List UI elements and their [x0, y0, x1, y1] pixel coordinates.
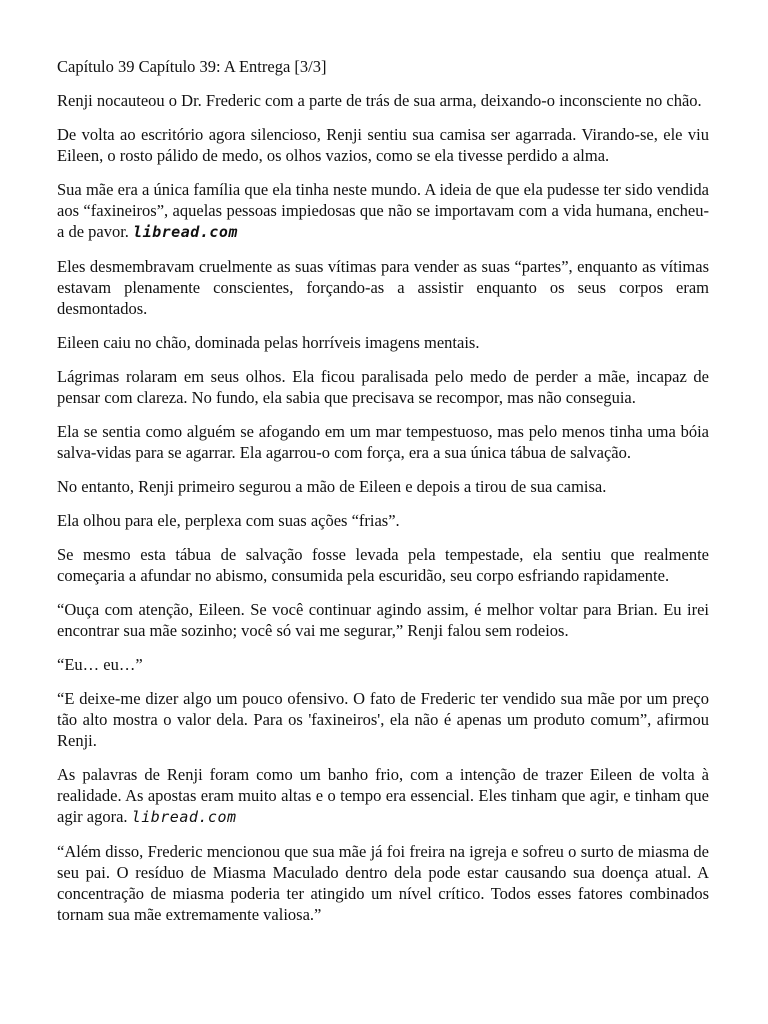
paragraph-11: “Ouça com atenção, Eileen. Se você continuar agindo assim, é melhor voltar para Brian. Eu irei encontrar sua mãe sozinho; você só vai me segurar,” Renji falou sem rodeios.: [57, 600, 709, 640]
paragraph-2: De volta ao escritório agora silencioso, Renji sentiu sua camisa ser agarrada. Virando-se, ele viu Eileen, o rosto pálido de medo, os olhos vazios, como se ela tivesse perdido a alma.: [57, 125, 709, 165]
paragraph-14-text: As palavras de Renji foram como um banho frio, com a intenção de trazer Eileen de volta à realidade. As apostas eram muito altas e o tempo era essencial. Eles tinham que agir, e tinham que agir agora.: [57, 765, 709, 826]
paragraph-3-text: Sua mãe era a única família que ela tinha neste mundo. A ideia de que ela pudesse ter sido vendida aos “faxineiros”, aquelas pessoas impiedosas que não se importavam com a vida humana, encheu-a de pavor.: [57, 180, 709, 241]
paragraph-4: Eles desmembravam cruelmente as suas vítimas para vender as suas “partes”, enquanto as vítimas estavam plenamente conscientes, forçando-as a assistir enquanto os seus corpos eram desmontados.: [57, 257, 709, 318]
paragraph-15: “Além disso, Frederic mencionou que sua mãe já foi freira na igreja e sofreu o surto de miasma de seu pai. O resíduo de Miasma Maculado dentro dela pode estar causando sua doença atual. A concentração de miasma poderia ter atingido um nível crítico. Todos esses fatores combinados tornam sua mãe extremamente valiosa.”: [57, 842, 709, 924]
paragraph-6: Lágrimas rolaram em seus olhos. Ela ficou paralisada pelo medo de perder a mãe, incapaz de pensar com clareza. No fundo, ela sabia que precisava se recompor, mas não conseguia.: [57, 367, 709, 407]
paragraph-13: “E deixe-me dizer algo um pouco ofensivo. O fato de Frederic ter vendido sua mãe por um preço tão alto mostra o valor dela. Para os 'faxineiros', ela não é apenas um produto comum”, afirmou Renji.: [57, 689, 709, 750]
paragraph-7: Ela se sentia como alguém se afogando em um mar tempestuoso, mas pelo menos tinha uma bóia salva-vidas para se agarrar. Ela agarrou-o com força, era a sua única tábua de salvação.: [57, 422, 709, 462]
paragraph-5: Eileen caiu no chão, dominada pelas horríveis imagens mentais.: [57, 333, 480, 352]
paragraph-12: “Eu… eu…”: [57, 655, 143, 674]
document-page: [57, 56, 709, 938]
paragraph-8: No entanto, Renji primeiro segurou a mão de Eileen e depois a tirou de sua camisa.: [57, 477, 607, 496]
paragraph-3: [57, 179, 709, 243]
chapter-title: Capítulo 39 Capítulo 39: A Entrega [3/3]: [57, 57, 327, 76]
watermark-libread-1: libread.com: [133, 223, 238, 241]
paragraph-14: [57, 764, 709, 828]
paragraph-9: Ela olhou para ele, perplexa com suas ações “frias”.: [57, 511, 400, 530]
watermark-libread-2: libread.com: [131, 808, 237, 826]
paragraph-1: Renji nocauteou o Dr. Frederic com a parte de trás de sua arma, deixando-o inconsciente no chão.: [57, 91, 702, 110]
paragraph-10: Se mesmo esta tábua de salvação fosse levada pela tempestade, ela sentiu que realmente começaria a afundar no abismo, consumida pela escuridão, seu corpo esfriando rapidamente.: [57, 545, 709, 585]
